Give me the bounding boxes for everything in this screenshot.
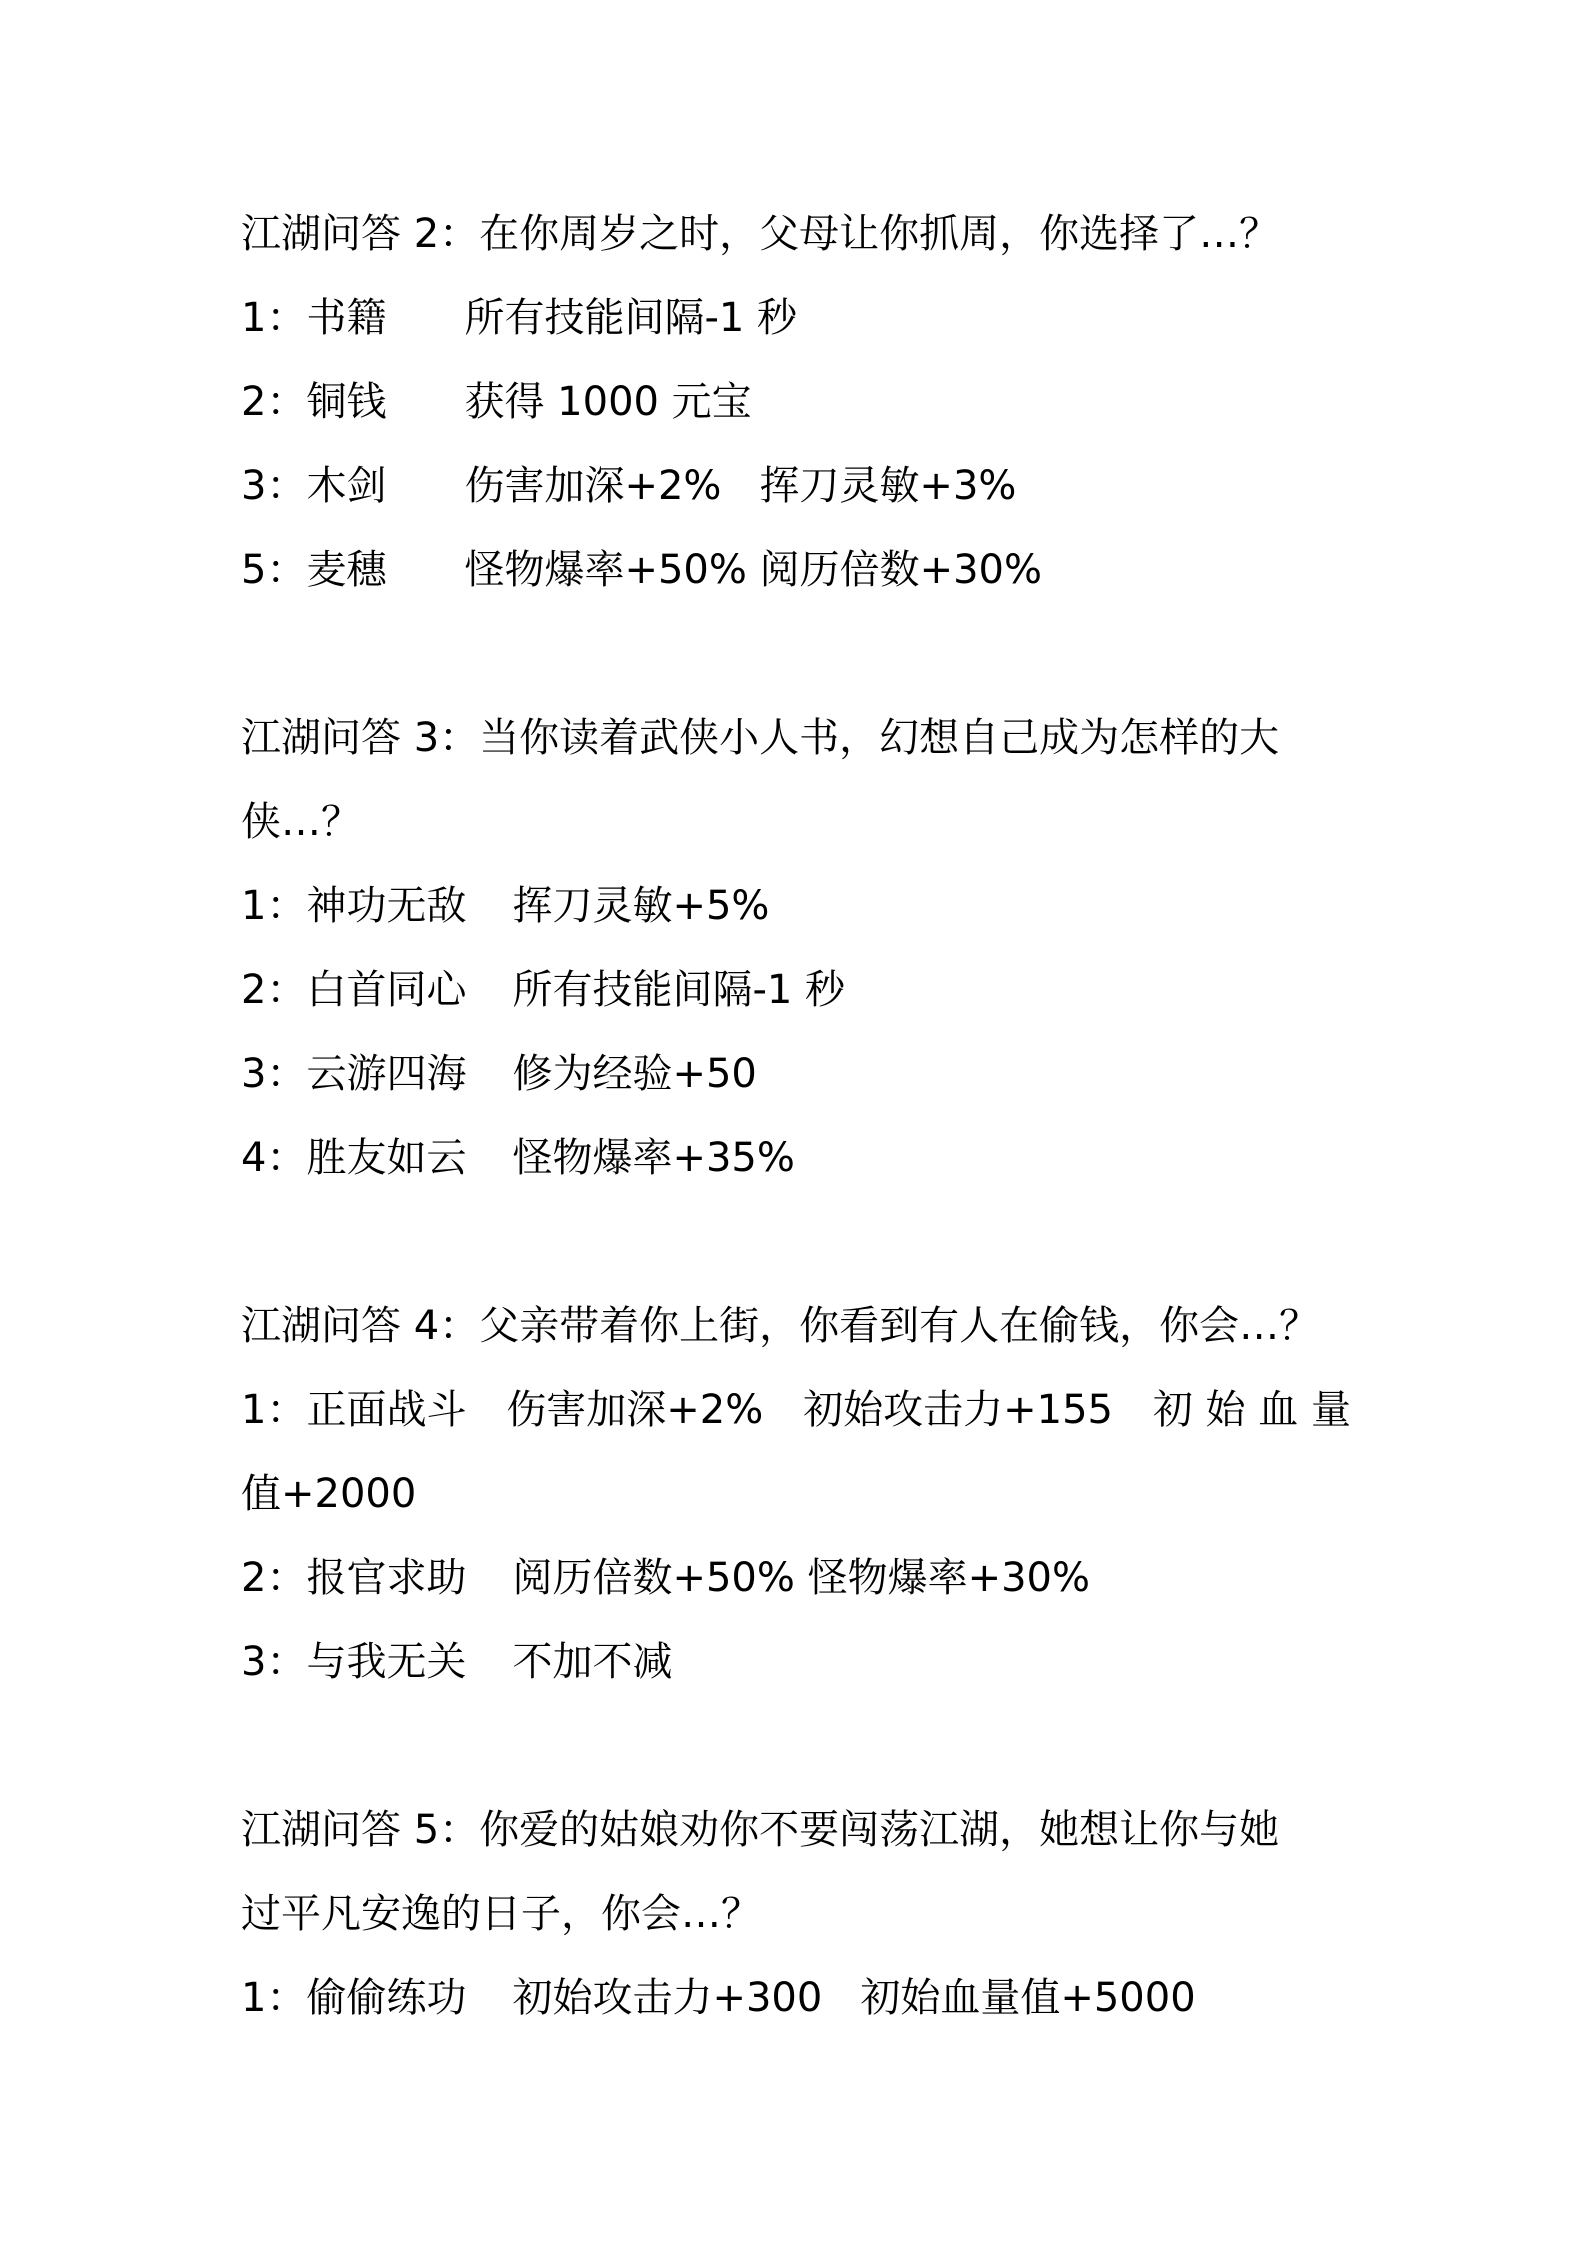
option-number: 2：	[241, 379, 307, 425]
option-number: 1：	[241, 883, 307, 929]
option-effect: 伤害加深+2%	[506, 1387, 764, 1433]
option-number: 3：	[241, 1639, 307, 1685]
q5-question-line1: 江湖问答 5：你爱的姑娘劝你不要闯荡江湖，她想让你与她	[241, 1807, 1280, 1853]
q3-option-4	[241, 1116, 1361, 1200]
option-number: 4：	[241, 1135, 307, 1181]
option-effect: 获得 1000 元宝	[464, 379, 752, 425]
option-name: 铜钱	[306, 379, 387, 425]
option-name: 白首同心	[306, 967, 467, 1013]
option-effect: 阅历倍数+50% 怪物爆率+30%	[512, 1555, 1091, 1601]
q3-option-3	[241, 1032, 1361, 1116]
q4-option-1-continuation: 值+2000	[241, 1471, 417, 1517]
option-number: 1：	[241, 295, 307, 341]
option-number: 1：	[241, 1387, 307, 1433]
q3-question-line1: 江湖问答 3：当你读着武侠小人书，幻想自己成为怎样的大	[241, 715, 1280, 761]
option-number: 2：	[241, 967, 307, 1013]
option-effect: 伤害加深+2%	[464, 463, 722, 509]
option-name: 木剑	[306, 463, 387, 509]
q2-option-3	[241, 444, 1361, 528]
option-effect-2: 初始血量值+5000	[860, 1975, 1196, 2021]
option-name: 正面战斗	[306, 1387, 467, 1433]
q5-option-1	[241, 1956, 1361, 2040]
q4-option-1	[241, 1368, 1361, 1452]
q4-question: 江湖问答 4：父亲带着你上街，你看到有人在偷钱，你会…？	[241, 1303, 1320, 1349]
option-effect-3: 初 始 血 量	[1152, 1387, 1351, 1433]
option-number: 3：	[241, 1051, 307, 1097]
option-effect: 初始攻击力+300	[512, 1975, 823, 2021]
q2-option-1	[241, 276, 1361, 360]
option-effect: 所有技能间隔-1 秒	[464, 295, 798, 341]
option-number: 5：	[241, 547, 307, 593]
option-number: 3：	[241, 463, 307, 509]
q3-option-2	[241, 948, 1361, 1032]
option-name: 书籍	[306, 295, 387, 341]
option-effect: 怪物爆率+35%	[512, 1135, 795, 1181]
option-effect: 怪物爆率+50% 阅历倍数+30%	[464, 547, 1043, 593]
option-name: 报官求助	[306, 1555, 467, 1601]
option-number: 2：	[241, 1555, 307, 1601]
option-name: 云游四海	[306, 1051, 467, 1097]
option-number: 1：	[241, 1975, 307, 2021]
q4-option-1-row	[241, 1368, 1351, 1452]
option-effect-2: 初始攻击力+155	[803, 1387, 1113, 1433]
option-name: 麦穗	[306, 547, 387, 593]
option-head	[241, 1368, 466, 1452]
q5-question-line2: 过平凡安逸的日子，你会…？	[241, 1891, 761, 1937]
q3-question-line2: 侠…？	[241, 799, 361, 845]
q2-option-5	[241, 528, 1361, 612]
option-effect: 所有技能间隔-1 秒	[512, 967, 846, 1013]
q2-question: 江湖问答 2：在你周岁之时，父母让你抓周，你选择了…？	[241, 211, 1280, 257]
q4-option-3	[241, 1620, 1361, 1704]
option-name: 胜友如云	[306, 1135, 467, 1181]
option-effect: 修为经验+50	[512, 1051, 757, 1097]
option-name: 神功无敌	[306, 883, 467, 929]
option-name: 偷偷练功	[306, 1975, 467, 2021]
q3-option-1	[241, 864, 1361, 948]
option-effect-2: 挥刀灵敏+3%	[759, 463, 1017, 509]
option-name: 与我无关	[306, 1639, 467, 1685]
option-effect: 不加不减	[512, 1639, 673, 1685]
q2-option-2	[241, 360, 1361, 444]
option-effect: 挥刀灵敏+5%	[512, 883, 770, 929]
q4-option-2	[241, 1536, 1361, 1620]
